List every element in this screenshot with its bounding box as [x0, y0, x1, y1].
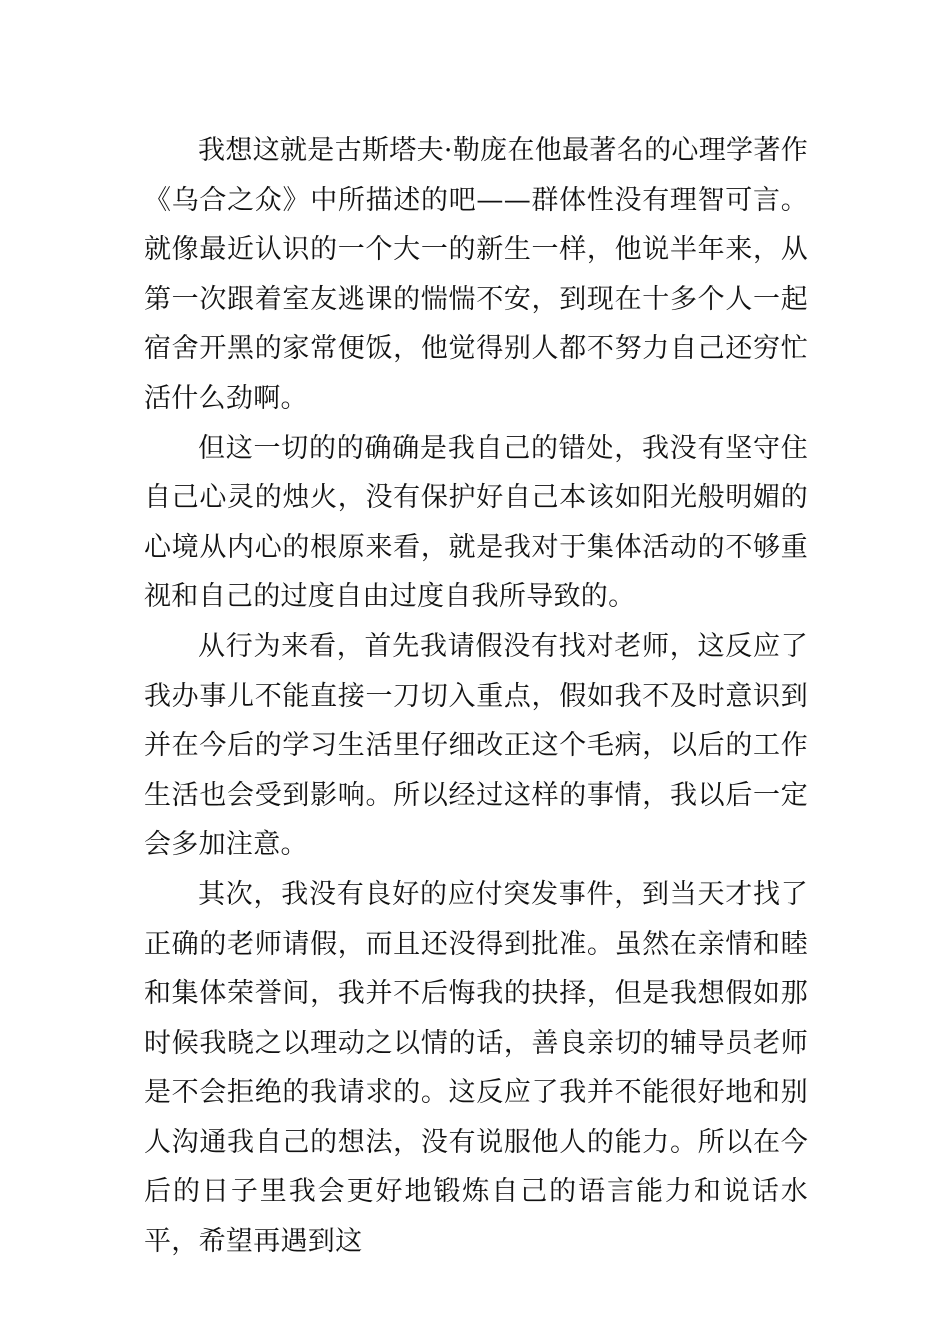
paragraph-4: 其次，我没有良好的应付突发事件，到当天才找了正确的老师请假，而且还没得到批准。虽然在亲情和睦和集体荣誉间，我并不后悔我的抉择，但是我想假如那时候我晓之以理动之以情的话，善良亲切的辅导员老师是不会拒绝的我请求的。这反应了我并不能很好地和别人沟通我自己的想法，没有说服他人的能力。所以在今后的日子里我会更好地锻炼自己的语言能力和说话水平，希望再遇到这: [144, 878, 808, 1258]
paragraph-2: 但这一切的的确确是我自己的错处，我没有坚守住自己心灵的烛火，没有保护好自己本该如阳光般明媚的心境从内心的根原来看，就是我对于集体活动的不够重视和自己的过度自由过度自我所导致的。: [144, 432, 808, 613]
body-text: [144, 126, 808, 1267]
paragraph-1: 我想这就是古斯塔夫·勒庞在他最著名的心理学著作《乌合之众》中所描述的吧——群体性没有理智可言。就像最近认识的一个大一的新生一样，他说半年来，从第一次跟着室友逃课的惴惴不安，到现在十多个人一起宿舍开黑的家常便饭，他觉得别人都不努力自己还穷忙活什么劲啊。: [144, 135, 808, 414]
paragraph-3: 从行为来看，首先我请假没有找对老师，这反应了我办事儿不能直接一刀切入重点，假如我不及时意识到并在今后的学习生活里仔细改正这个毛病，以后的工作生活也会受到影响。所以经过这样的事情，我以后一定会多加注意。: [144, 630, 808, 861]
